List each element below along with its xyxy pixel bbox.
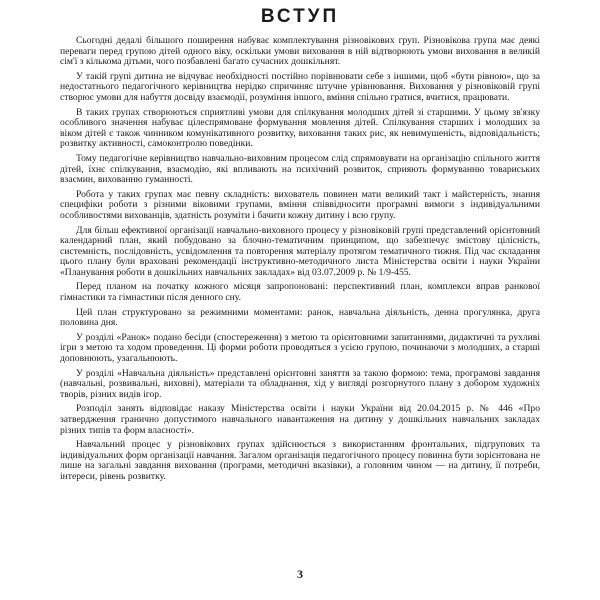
paragraph: Тому педагогічне керівництво навчально-виховним процесом слід спрямовувати на організацію спільного життя дітей, їхнє спілкування, взаємодію, які впливають на психічний розвиток, сприяють формуванню товариських взаємин, вихованню гуманності. — [60, 152, 540, 186]
page-title: ВСТУП — [260, 6, 340, 27]
paragraph: Для більш ефективної організації навчально-виховного процесу у різновіковій групі представлений орієнтовний календарний план, який побудовано за блочно-тематичним принципом, що забезпечує змістову цілісність, системність, послідовність, усвідомлення та повторення матеріалу протягом тематичного тижня. Під час складання цього плану були враховані рекомендації інструктивно-методичного листа Міністерства освіти і науки України «Планування роботи в дошкільних навчальних закладах» від 03.07.2009 р. № 1/9-455. — [60, 224, 540, 278]
paragraph: Сьогодні дедалі більшого поширення набуває комплектування різновікових груп. Різновікова група має деякі переваги перед групою дітей одного віку, оскільки умови виховання в ній відтворюють умови виховання в великій сім'ї з кількома дітьми, чого позбавлені багато сучасних дошкільнят. — [60, 35, 540, 68]
paragraph: Цей план структуровано за режимними моментами: ранок, навчальна діяльність, денна прогулянка, друга половина дня. — [60, 306, 540, 329]
paragraph: У розділі «Навчальна діяльність» представлені орієнтовні заняття за такою формою: тема, програмові завдання (навчальні, розвивальні, виховні), матеріали та обладнання, хід у вигляді розгорнутого плану з добором художніх творів, різних видів ігор. — [60, 367, 540, 400]
paragraph: В таких групах створюються сприятливі умови для спілкування молодших дітей зі старшими. У цьому зв'язку особливого значення набуває цілеспрямоване формування мовлення дітей. Спілкування старших і молодших за віком дітей є також чинником комунікативного розвитку, виховання таких рис, як невимушеність, відповідальність; розвитку активності, самоконтролю поведінки. — [60, 106, 540, 150]
paragraph: Розподіл занять відповідає наказу Міністерства освіти і науки України від 20.04.2015 р. № 446 «Про затвердження гранично допустимого навчального навантаження на дитину у дошкільних навчальних закладах різних типів та форм власності». — [60, 403, 540, 436]
paragraph: У розділі «Ранок» подано бесіди (спостереження) з метою та орієнтовними запитаннями, дидактичні та рухливі ігри з метою та ходом проведення. Ці форми роботи проводяться з усією групою, починаючи з молодших, а старші доповнюють, узагальнюють. — [60, 331, 540, 365]
document-body — [60, 36, 540, 483]
page-number: 3 — [297, 567, 303, 581]
paragraph: Робота у таких групах має певну складність: вихователь повинен мати великий такт і майстерність, знання специфіки роботи з різними віковими групами, вміння співвідносити програмні вимоги з індивідуальними особливостями вихованців, здатність розуміти і бачити кожну дитину і всю групу. — [60, 188, 540, 221]
paragraph: Перед планом на початку кожного місяця запропоновані: перспективний план, комплекси вправ ранкової гімнастики та гімнастики після денного сну. — [60, 281, 540, 304]
paragraph: У такій групі дитина не відчуває необхідності постійно порівнювати себе з іншими, щоб «бути рівною», що за недостатнього педагогічного керівництва нерідко спричиняє штучне урівнювання. Виховання у різновіковій групі створює умови для набуття досвіду взаємодії, розуміння іншого, вміння спільно гратися, вчитися, працювати. — [60, 70, 540, 103]
paragraph: Навчальний процес у різновікових групах здійснюється з використанням фронтальних, підгрупових та індивідуальних форм організації навчання. Загалом організація педагогічного процесу повинна бути зорієнтована не лише на загальні завдання виховання (програми, методичні вказівки), а головним чином — на дитину, її потреби, інтереси, рівень розвитку. — [60, 439, 540, 482]
